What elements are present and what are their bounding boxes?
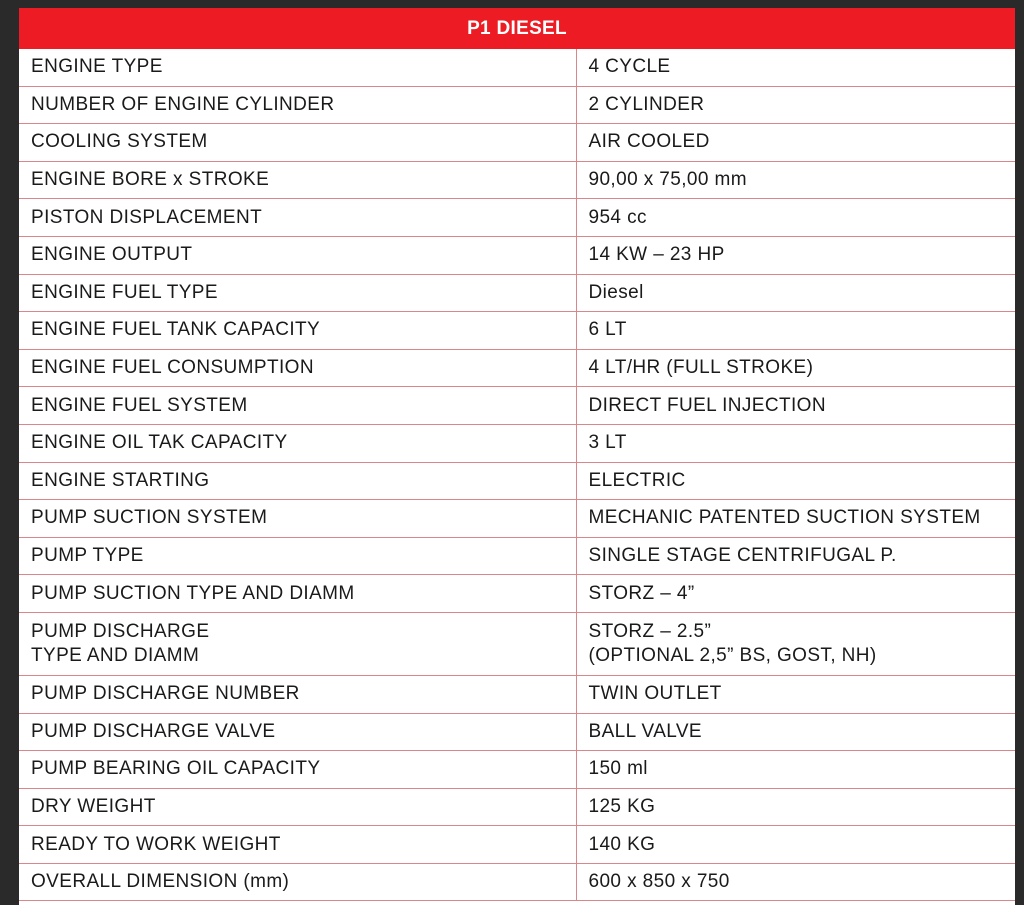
spec-value: MECHANIC PATENTED SUCTION SYSTEM bbox=[576, 500, 1015, 538]
spec-value: DIRECT FUEL INJECTION bbox=[576, 387, 1015, 425]
table-row bbox=[19, 312, 1015, 350]
spec-label: PISTON DISPLACEMENT bbox=[19, 199, 576, 237]
table-row bbox=[19, 751, 1015, 789]
table-row bbox=[19, 274, 1015, 312]
table-row bbox=[19, 537, 1015, 575]
table-row bbox=[19, 788, 1015, 826]
table-row bbox=[19, 675, 1015, 713]
table-row bbox=[19, 161, 1015, 199]
table-row bbox=[19, 612, 1015, 675]
table-row bbox=[19, 236, 1015, 274]
spec-value: TWIN OUTLET bbox=[576, 675, 1015, 713]
spec-label: ENGINE OIL TAK CAPACITY bbox=[19, 424, 576, 462]
spec-value: STORZ – 4” bbox=[576, 575, 1015, 613]
spec-label: ENGINE STARTING bbox=[19, 462, 576, 500]
spec-value: 4 LT/HR (FULL STROKE) bbox=[576, 349, 1015, 387]
table-row bbox=[19, 575, 1015, 613]
spec-label: PUMP SUCTION TYPE AND DIAMM bbox=[19, 575, 576, 613]
table-row bbox=[19, 713, 1015, 751]
spec-label: PUMP DISCHARGE NUMBER bbox=[19, 675, 576, 713]
spec-value: 125 KG bbox=[576, 788, 1015, 826]
spec-label: NUMBER OF ENGINE CYLINDER bbox=[19, 86, 576, 124]
table-row bbox=[19, 199, 1015, 237]
spec-label: PUMP DISCHARGE VALVE bbox=[19, 713, 576, 751]
spec-label: ENGINE BORE x STROKE bbox=[19, 161, 576, 199]
spec-table bbox=[19, 49, 1015, 901]
spec-sheet bbox=[19, 8, 1015, 905]
table-row bbox=[19, 49, 1015, 86]
spec-value: 90,00 x 75,00 mm bbox=[576, 161, 1015, 199]
table-row bbox=[19, 349, 1015, 387]
spec-label: ENGINE FUEL TANK CAPACITY bbox=[19, 312, 576, 350]
spec-value: 4 CYCLE bbox=[576, 49, 1015, 86]
spec-label: READY TO WORK WEIGHT bbox=[19, 826, 576, 864]
spec-label: PUMP BEARING OIL CAPACITY bbox=[19, 751, 576, 789]
table-row bbox=[19, 387, 1015, 425]
table-row bbox=[19, 500, 1015, 538]
table-title: P1 DIESEL bbox=[19, 8, 1015, 49]
spec-value: 14 KW – 23 HP bbox=[576, 236, 1015, 274]
spec-label: PUMP TYPE bbox=[19, 537, 576, 575]
spec-value: 140 KG bbox=[576, 826, 1015, 864]
spec-label: ENGINE FUEL CONSUMPTION bbox=[19, 349, 576, 387]
spec-value: Diesel bbox=[576, 274, 1015, 312]
table-row bbox=[19, 863, 1015, 901]
spec-value: 600 x 850 x 750 bbox=[576, 863, 1015, 901]
spec-label: ENGINE TYPE bbox=[19, 49, 576, 86]
spec-value: ELECTRIC bbox=[576, 462, 1015, 500]
spec-value: AIR COOLED bbox=[576, 124, 1015, 162]
spec-label: OVERALL DIMENSION (mm) bbox=[19, 863, 576, 901]
spec-value: 6 LT bbox=[576, 312, 1015, 350]
spec-table-body bbox=[19, 49, 1015, 901]
spec-label: DRY WEIGHT bbox=[19, 788, 576, 826]
table-row bbox=[19, 424, 1015, 462]
table-row bbox=[19, 124, 1015, 162]
table-row bbox=[19, 86, 1015, 124]
spec-value: 3 LT bbox=[576, 424, 1015, 462]
table-row bbox=[19, 462, 1015, 500]
spec-label: ENGINE FUEL TYPE bbox=[19, 274, 576, 312]
spec-label: ENGINE FUEL SYSTEM bbox=[19, 387, 576, 425]
spec-label: PUMP DISCHARGE TYPE AND DIAMM bbox=[19, 612, 576, 675]
spec-value: STORZ – 2.5” (OPTIONAL 2,5” BS, GOST, NH) bbox=[576, 612, 1015, 675]
spec-value: 150 ml bbox=[576, 751, 1015, 789]
spec-value: BALL VALVE bbox=[576, 713, 1015, 751]
spec-value: SINGLE STAGE CENTRIFUGAL P. bbox=[576, 537, 1015, 575]
spec-value: 2 CYLINDER bbox=[576, 86, 1015, 124]
spec-label: ENGINE OUTPUT bbox=[19, 236, 576, 274]
spec-label: COOLING SYSTEM bbox=[19, 124, 576, 162]
spec-value: 954 cc bbox=[576, 199, 1015, 237]
spec-label: PUMP SUCTION SYSTEM bbox=[19, 500, 576, 538]
table-row bbox=[19, 826, 1015, 864]
